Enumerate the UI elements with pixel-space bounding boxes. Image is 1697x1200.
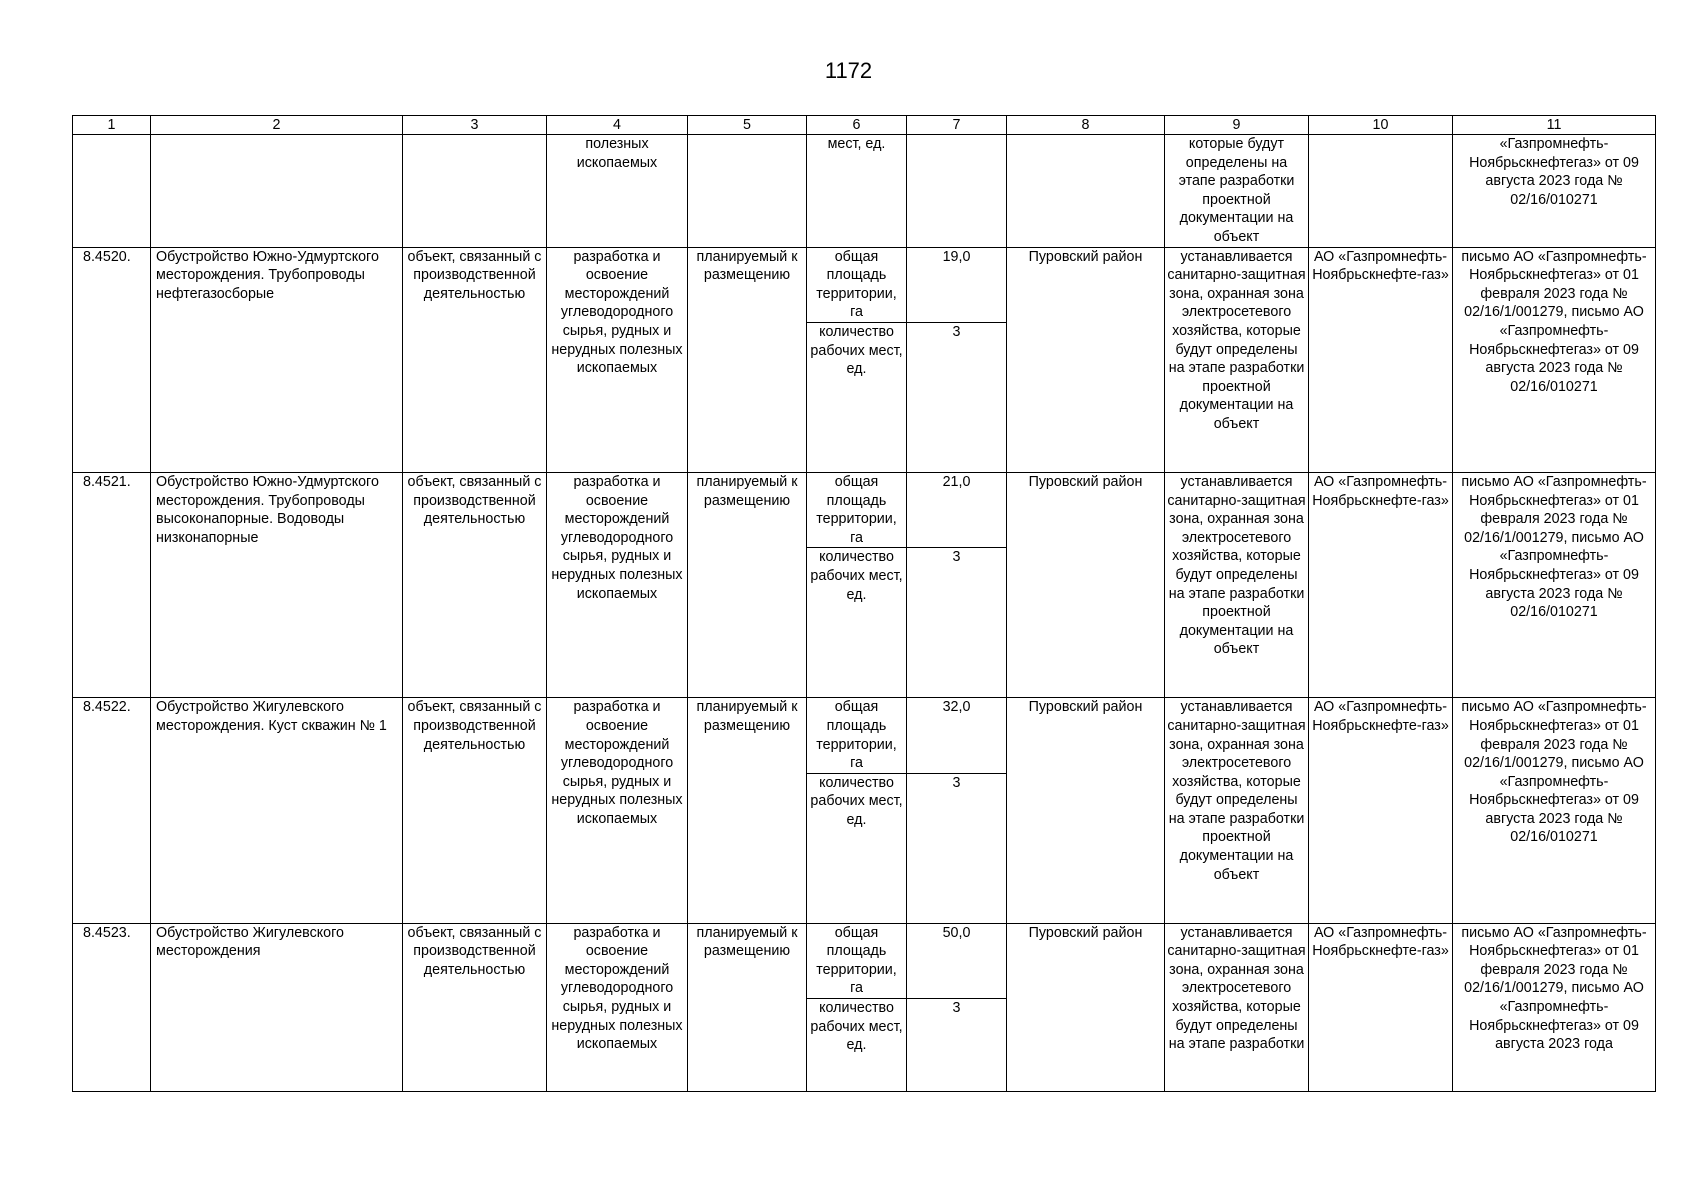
page-number: 1172 [824,58,873,83]
continuation-zone: которые будут определены на этапе разработки проектной документации на объект [1165,135,1309,248]
object-name: Обустройство Жигулевского месторождения [151,923,403,1091]
cell-empty [688,135,807,248]
row-number: 8.4522. [73,698,151,923]
object-name: Обустройство Южно-Удмуртского месторождения. Трубопроводы нефтегазосборые [151,247,403,472]
object-name: Обустройство Жигулевского месторождения. Куст скважин № 1 [151,698,403,923]
column-header: 1 [73,116,151,135]
object-type: объект, связанный с производственной деятельностью [403,923,547,1091]
organization: АО «Газпромнефть-Ноябрьскнефте-газ» [1309,472,1453,697]
object-location: Пуровский район [1007,923,1165,1091]
param-jobs-label: количество рабочих мест, ед. [807,548,907,698]
basis-document: письмо АО «Газпромнефть-Ноябрьскнефтегаз» от 01 февраля 2023 года № 02/16/1/001279, письмо АО «Газпромнефть-Ноябрьскнефтегаз» от 09 августа 2023 года № 02/16/010271 [1453,698,1656,923]
zone-description: устанавливается санитарно-защитная зона, охранная зона электросетевого хозяйства, которые будут определены на этапе разработки проектной документации на объект [1165,698,1309,923]
param-jobs-value: 3 [907,773,1007,923]
object-status: планируемый к размещению [688,472,807,697]
cell-empty [1309,135,1453,248]
row-number: 8.4523. [73,923,151,1091]
column-header: 9 [1165,116,1309,135]
param-area-label: общая площадь территории, га [807,923,907,998]
param-jobs-value: 3 [907,999,1007,1092]
organization: АО «Газпромнефть-Ноябрьскнефте-газ» [1309,698,1453,923]
param-jobs-value: 3 [907,548,1007,698]
object-location: Пуровский район [1007,247,1165,472]
object-purpose: разработка и освоение месторождений углеводородного сырья, рудных и нерудных полезных ископаемых [547,698,688,923]
column-header-row [73,116,1656,135]
object-type: объект, связанный с производственной деятельностью [403,247,547,472]
param-area-label: общая площадь территории, га [807,247,907,322]
table-row [73,698,1656,773]
object-name: Обустройство Южно-Удмуртского месторождения. Трубопроводы высоконапорные. Водоводы низконапорные [151,472,403,697]
object-status: планируемый к размещению [688,698,807,923]
param-area-value: 21,0 [907,472,1007,547]
param-jobs-value: 3 [907,322,1007,472]
object-location: Пуровский район [1007,698,1165,923]
param-area-label: общая площадь территории, га [807,472,907,547]
column-header: 3 [403,116,547,135]
continuation-param-label: мест, ед. [807,135,907,248]
continuation-row [73,135,1656,248]
object-purpose: разработка и освоение месторождений углеводородного сырья, рудных и нерудных полезных ископаемых [547,472,688,697]
basis-document: письмо АО «Газпромнефть-Ноябрьскнефтегаз» от 01 февраля 2023 года № 02/16/1/001279, письмо АО «Газпромнефть-Ноябрьскнефтегаз» от 09 августа 2023 года № 02/16/010271 [1453,247,1656,472]
column-header: 4 [547,116,688,135]
organization: АО «Газпромнефть-Ноябрьскнефте-газ» [1309,247,1453,472]
param-area-label: общая площадь территории, га [807,698,907,773]
param-jobs-label: количество рабочих мест, ед. [807,773,907,923]
organization: АО «Газпромнефть-Ноябрьскнефте-газ» [1309,923,1453,1091]
basis-document: письмо АО «Газпромнефть-Ноябрьскнефтегаз» от 01 февраля 2023 года № 02/16/1/001279, письмо АО «Газпромнефть-Ноябрьскнефтегаз» от 09 августа 2023 года № 02/16/010271 [1453,472,1656,697]
table-row [73,472,1656,547]
cell-empty [403,135,547,248]
cell-empty [907,135,1007,248]
row-number: 8.4520. [73,247,151,472]
zone-description: устанавливается санитарно-защитная зона, охранная зона электросетевого хозяйства, которые будут определены на этапе разработки проектной документации на объект [1165,472,1309,697]
column-header: 10 [1309,116,1453,135]
object-status: планируемый к размещению [688,923,807,1091]
object-location: Пуровский район [1007,472,1165,697]
param-area-value: 19,0 [907,247,1007,322]
object-type: объект, связанный с производственной деятельностью [403,472,547,697]
cell-empty [1007,135,1165,248]
zone-description: устанавливается санитарно-защитная зона, охранная зона электросетевого хозяйства, которые будут определены на этапе разработки [1165,923,1309,1091]
param-jobs-label: количество рабочих мест, ед. [807,322,907,472]
param-area-value: 50,0 [907,923,1007,998]
object-type: объект, связанный с производственной деятельностью [403,698,547,923]
continuation-basis: «Газпромнефть-Ноябрьскнефтегаз» от 09 августа 2023 года № 02/16/010271 [1453,135,1656,248]
cell-empty [151,135,403,248]
continuation-purpose: полезных ископаемых [547,135,688,248]
document-table [72,115,1656,1092]
column-header: 5 [688,116,807,135]
column-header: 7 [907,116,1007,135]
row-number: 8.4521. [73,472,151,697]
table-row [73,247,1656,322]
basis-document: письмо АО «Газпромнефть-Ноябрьскнефтегаз» от 01 февраля 2023 года № 02/16/1/001279, письмо АО «Газпромнефть-Ноябрьскнефтегаз» от 09 августа 2023 года [1453,923,1656,1091]
param-area-value: 32,0 [907,698,1007,773]
column-header: 11 [1453,116,1656,135]
param-jobs-label: количество рабочих мест, ед. [807,999,907,1092]
object-purpose: разработка и освоение месторождений углеводородного сырья, рудных и нерудных полезных ископаемых [547,923,688,1091]
object-status: планируемый к размещению [688,247,807,472]
column-header: 2 [151,116,403,135]
column-header: 6 [807,116,907,135]
table-row [73,923,1656,998]
cell-empty [73,135,151,248]
column-header: 8 [1007,116,1165,135]
zone-description: устанавливается санитарно-защитная зона, охранная зона электросетевого хозяйства, которые будут определены на этапе разработки проектной документации на объект [1165,247,1309,472]
object-purpose: разработка и освоение месторождений углеводородного сырья, рудных и нерудных полезных ископаемых [547,247,688,472]
